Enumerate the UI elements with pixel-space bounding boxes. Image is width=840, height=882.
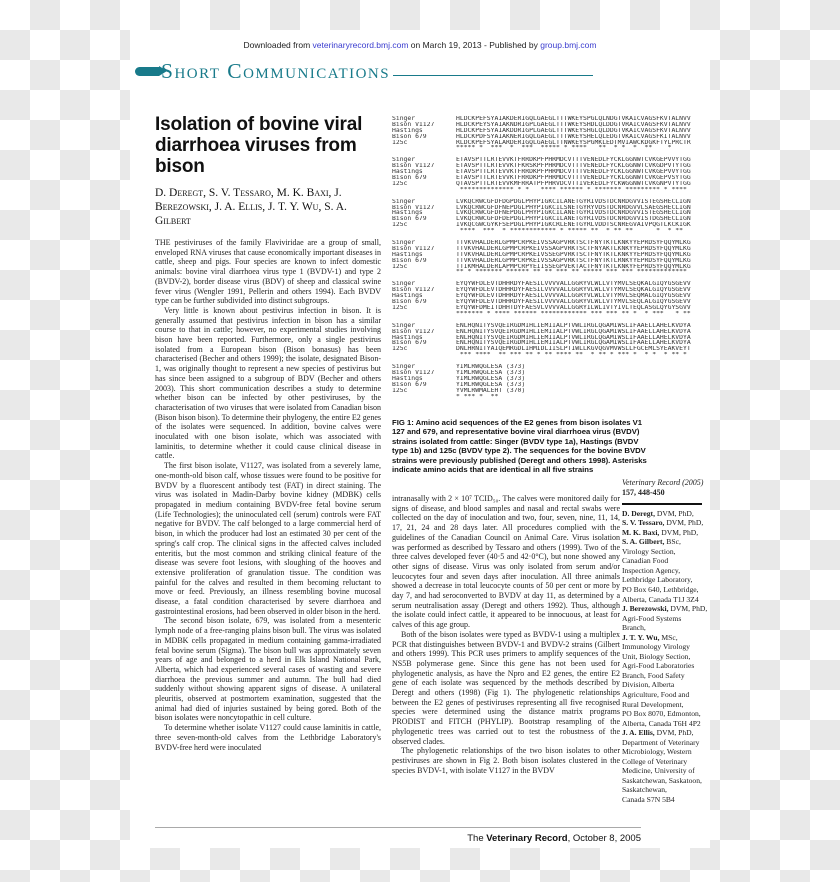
affiliation-line [622, 757, 710, 767]
author-list: D. Deregt, S. V. Tessaro, M. K. Baxi, J. Berezowski, J. A. Ellis, J. T. Y. Wu, S. A. Gilbert [155, 187, 347, 227]
strain-label: 125c [392, 222, 408, 229]
article-title: Isolation of bovine viral diarrhoea viruses from bison [155, 114, 363, 177]
section-rule [393, 75, 593, 76]
section-banner [135, 60, 704, 82]
alignment-row [392, 352, 710, 358]
download-banner [130, 30, 710, 50]
affiliation-text: Agri-Food Laboratories [622, 661, 695, 671]
alignment-row [392, 145, 710, 151]
affiliation-text: DVM, PhD, [654, 508, 694, 518]
paragraph: The second bison isolate, 679, was isolated from a mesenteric lymph node of a free-ranging plains bison bull. The virus was isolated in MDBK cells propagated in medium containing gamma-irradiated fetal bovine serum (Sigma). The bison bull was approximately seven years of age and belonged to a herd in Elk Island National Park, Alberta, which had experienced several cases of wasting and severe diarrhoea the previous summer and autumn. The bull had died suddenly without showing apparent signs of disease. A unilateral pleuritis, observed at postmortem examination, suggested that the animal had died of injuries sustained by being gored. Both of the bison isolates were noncytopathic in cell culture. [155, 616, 381, 723]
affiliation-line [622, 690, 710, 700]
strain-label: Bison V1127 [392, 204, 435, 211]
strain-label [392, 187, 456, 193]
sequence-text: HLDCKPEFSYAIAKDERIGQLGAEGLTTTWKEYSPGLQLNDGTVKAICVAGSFKVTALNVV [456, 116, 691, 122]
sequence-text: ***** * *** * *** ***** * **** ** * * * ** * [456, 145, 687, 152]
sequence-text: YVMLRWMALEHT (370) [456, 387, 526, 394]
paragraph: The phylogenetic relationships of the two bison isolates to other pestiviruses are shown in Fig 2. Both bison isolates clustered in the species BVDV-1, with isolate V1127 in the BVDV [392, 746, 620, 775]
affiliation-line [622, 661, 710, 671]
sequence-text: IVKQCGWCGYKFSEPDGLPHYPIGKCRLENETGYRLVDDTSCNREGVAIVPQGTLKCKIGK [456, 222, 691, 229]
author-name: S. V. Tessaro, [622, 518, 665, 528]
sequence-text: ETAVSPTTLRTEVVKTFKRSKPFPHRMDCVTTTVENEDLFYCKLGGNWTCVKGDPVTYTGG [456, 163, 691, 170]
affiliation-line [622, 766, 710, 776]
paragraph: intranasally with 2 × 10⁷ TCID₅₀. The calves were monitored daily for signs of disease, and blood samples and nasal and rectal swabs were collected on the day of inoculation and two, four, seven, nine, 11, 14, 17, 21, 24 and 28 days later. All procedures complied with the guidelines of the Canadian Council on Animal Care. Virus isolation was performed as described by Tessaro and others (1999). Two of the three calves developed fever (40·5 and 42·0°C), but none showed any other signs of disease. Virus was only isolated from serum and/or leucocytes four and seven days after inoculation. All three animals showed a decrease in total leucocyte counts of 50 per cent or more by day 7, and had seroconverted to BVDV at day 11, as determined by a serum neutralisation assay (Deregt and others 1992). Thus, although the isolate could infect cattle, it appeared to be innocuous, at least for calves of this age group. [392, 494, 620, 630]
sequence-text: ENLHQNITYSVQEIRGDMIHLIEMIIALPTVWLIRGLQGAMIWSLIFAAELLAHELKVDYA [456, 340, 691, 347]
sequence-text: ******* * **** ****** ************ *** *** ** * * *** * ** [456, 310, 691, 317]
affiliation-line [622, 614, 710, 624]
affiliation-lines [622, 509, 710, 805]
affiliation-text: Department of Veterinary [622, 737, 700, 747]
affiliation-text: Branch, Food Safety [622, 670, 685, 680]
strain-label [392, 352, 456, 358]
sequence-text: ** * ******* ****** ** ** *** ** ***** *** *** ************* [456, 269, 687, 276]
strain-label: Hastings [392, 169, 423, 176]
affiliation-text: Unit, Biology Section, [622, 651, 691, 661]
paragraph: Very little is known about pestivirus infection in bison. It is generally assumed that pestivirus infection in bison has a similar course to that in cattle; however, no experimental studies involving bison have been reported. Furthermore, only a single pestivirus isolated from a European bison (Bison bonasus) has been characterised (Becher and others 1999); the isolate, designated Bison-1, was originally thought to represent a new species of pestivirus but has since been assigned to a subgroup of BDV (Becher and others 2003). This short communication describes a study to determine whether bison can be infected by other pestiviruses, by the characterisation of two viruses that were isolated from Canadian bison (Bison bison bison). To determine their phylogeny, the entire E2 genes of the isolates were sequenced. In addition, bovine calves were inoculated with one bison isolate, which was associated with laminitis, to determine whether it could cause clinical disease in cattle. [155, 305, 381, 461]
paragraph: The first bison isolate, V1127, was isolated from a severely lame, one-month-old bison calf, whose tissues were found to be positive for BVDV by a fluorescent antibody test (FAT) in direct staining. The virus was isolated in Madin-Darby bovine kidney (MDBK) cells propagated in medium containing BVDV-free fetal bovine serum (Life Technologies); the uninoculated cell (serum) controls were FAT negative for BVDV. The calf belonged to a large commercial herd of bison, in which the producer had lost an estimated 30 per cent of the spring's calf crop. The clinical signs in the affected calves included enteritis, but the most common and striking clinical feature of the disease was severe foot lesions, with sloughing of the hooves and extensive proliferation of granulation tissue. The condition was painful for the calves and resulted in them becoming reluctant to move or feed. Previously, an illness resembling bovine mucosal disease, a fatal condition characterised by severe diarrhoea and gastrointestinal erosions, had been observed in older bison in the herd. [155, 461, 381, 616]
strain-label: Bison 679 [392, 133, 427, 140]
figure-caption: FIG 1: Amino acid sequences of the E2 genes from bison isolates V1 127 and 679, and representative bovine viral diarrhoea virus (BVDV) strains isolated from cattle: Singer (BVDV type 1a), Hastings (BVDV type 1b) and 125c (BVDV type 2). The sequences for the bovine BVDV strains were previously published (Deregt and others 1998). Asterisks indicate amino acids that are identical in all five strains [392, 418, 647, 475]
affiliation-line [622, 785, 710, 795]
sequence-text: *** **** ** *** ** * ** **** ** * ** * *** * * * * ** * [456, 352, 691, 359]
affiliation-text: PO Box 8070, Edmonton, [622, 709, 701, 719]
strain-label: 125c [392, 263, 408, 270]
affiliation-line [622, 556, 710, 566]
strain-label: Bison V1127 [392, 163, 435, 170]
alignment-row [392, 269, 710, 275]
affiliation-text: Alberta, Canada T6H 4P2 [622, 718, 701, 728]
strain-label: Bison 679 [392, 175, 427, 181]
sequence-text: HLDCKPDFSYAIAKNERIGQLGAEGLTTTWKEYSHELQLEDGTVKAICVAGSFKITALNVV [456, 133, 691, 140]
affiliation-line [622, 575, 710, 585]
affiliation-line [622, 728, 710, 738]
sequence-text: EYQYWFDLEVTDHHRDYFAESILVVVVALLGGRYVLWLLVTYMVLSEQKALGIQYGSGEVV [456, 287, 691, 294]
sequence-text: * *** * ** [456, 393, 503, 400]
sequence-text: TTVKVHALDERLGPMPCRPKEIVSSAGPVRKTSCTFNYTKTLRNKYYEPRDSYFQQYMLKG [456, 257, 691, 264]
affiliation-line [622, 738, 710, 748]
document-page [130, 30, 710, 848]
affiliation-line [622, 719, 710, 729]
strain-label: 125c [392, 180, 408, 187]
strain-label: Bison 679 [392, 257, 427, 264]
strain-label [392, 311, 456, 317]
banner-text-mid: on March 19, 2013 - Published by [408, 40, 541, 50]
middle-column [392, 494, 620, 775]
citation-divider [622, 503, 702, 505]
sequence-text: ETAVSPTTLRTEVVKTFRRDKPFPHRMDCVTTTVENEDLFYCKLGGNWTCVKGEPVVYTGG [456, 157, 691, 164]
strain-label: Singer [392, 157, 416, 164]
affiliation-line [622, 709, 710, 719]
sequence-text: EYQYWFDLEVTDHHRDYFAESILVVVVALLGGRYVLWLLVTYMVLSEQMALGIQYGSGEVV [456, 293, 691, 300]
sequence-text: HLDCKPEYSYAIAKNDRIGPLGAEGLTTTWKEYSHDLQLDDGTVRAICVAGSFKVTALNVV [456, 121, 691, 128]
affiliation-line [622, 518, 710, 528]
sequence-text: TTVKVHALDERLGPMPCRPKEIVSSAGPVRKTSCTFNYAKTLKNKYYEPRDSYFQQYMLKG [456, 245, 691, 252]
left-body-text [155, 238, 381, 752]
strain-label: Singer [392, 322, 416, 329]
strain-label: Hastings [392, 293, 423, 300]
affiliation-line [622, 604, 710, 614]
strain-label: Bison 679 [392, 299, 427, 305]
sequence-text: QTAVSPTTLRTEVVKMFRRATPFPHRVDCVTTIVEKEDLFYCKWGGNWTCVKGNPVTYTGG [456, 180, 691, 187]
author-name: J. T. Y. Wu, [622, 632, 660, 642]
sequence-text: ETAVSPTTLRTEVVKTFRRDKPFPHRMDCVTTTVENEDLFYCKLGGNWTCVKGEPVSYTGG [456, 175, 691, 181]
affiliation-text: Medicine, University of [622, 766, 695, 776]
affiliation-line [622, 566, 710, 576]
sequence-text: TTVKVHALDERLGPMPCRPKEIVSSEGPVRKTSCTFNYTKTLKNKYYEPRDSYFQQYMLKG [456, 251, 691, 258]
sequence-text: LVKQCRWCGFDFNEPDGLPHYPIGKCILSNETGYRYVDSTDCNRDGVVLSAEGSHECLIGN [456, 204, 691, 211]
sequence-text: EYQYWFDLEVTDHHRDYFAESILVVVVALLGGRYVLWLLVTYMVLSEQKALGIQYGSGEVV [456, 281, 691, 288]
affiliation-text: DVM, PhD, [668, 604, 708, 614]
author-name: M. K. Baxi, [622, 527, 660, 537]
sequence-text: YIMLRWQGLESA (373) [456, 375, 526, 382]
left-column [155, 114, 381, 752]
author-name: J. A. Ellis, [622, 728, 655, 738]
alignment-row [392, 187, 710, 193]
affiliation-sidebar [622, 478, 710, 805]
affiliation-text: Inspection Agency, [622, 565, 681, 575]
author-name: D. Deregt, [622, 508, 655, 518]
page-footer [155, 827, 641, 844]
strain-label: 125c [392, 346, 408, 353]
affiliation-text: Microbiology, Western [622, 747, 692, 757]
sequence-text: HLDCKPEFSYAIAKDDRIGPLGAEGLTTTWKEYSHGLQLDDGTVKAICVAGSFKVTALNVV [456, 127, 691, 134]
strain-label: Singer [392, 240, 416, 246]
strain-label: Singer [392, 116, 416, 122]
affiliation-line [622, 700, 710, 710]
alignment-row [392, 228, 710, 234]
strain-label: Bison V1127 [392, 245, 435, 252]
affiliation-line [622, 642, 710, 652]
sequence-text: EYQYWFDLEVTDHHRDYFAESILVVVVALLGGRYVLWLLVTYMVLSEQLALGIQYGSGEVV [456, 299, 691, 305]
strain-label: Singer [392, 281, 416, 288]
affiliation-text: Virology Section, [622, 546, 676, 556]
sequence-text: ETAVSPTTLRTEVVKTFRRDKPFPHRMDCVTTTVENEDLFYCKLGGNWTCVKGEPVVYTGG [456, 169, 691, 176]
strain-label: Bison V1127 [392, 121, 435, 128]
affiliation-text: Immunology Virology [622, 642, 690, 652]
affiliation-line [622, 776, 710, 786]
affiliation-text: Branch, [622, 623, 646, 633]
sequence-text: LVKQCRWCGFDFDGPDGLPHYPIGKCILANETGYRIVDSTDCNRDGVVISTEGSHECLIGN [456, 198, 691, 205]
strain-label: 125c [392, 304, 408, 311]
paragraph: Both of the bison isolates were typed as BVDV-1 using a multiplex PCR that distinguishes between BVDV-1 and BVDV-2 strains (Gilbert and others 1999). This PCR uses primers to amplify sequences of the NS5B polymerase gene. Since this gene has not been used for phylogenetic analysis, as have the Npro and E2 genes, the entire E2 gene of each isolate was sequenced by the methods described by Deregt and others (1998) (Fig 1). The phylogenetic relationships between the E2 genes of pestiviruses representing all five recognised species were determined using the distance matrix programs PRODIST and FITCH (PHYLIP). Bootstrap resampling of the phylogenetic trees was carried out to test the robustness of the observed clades. [392, 629, 620, 746]
sequence-text: LVKQCRWCGFDFNEPDGLPHYPIGKCILANETGYRIVDSTDCNRDGVVISTEGSHECLIGN [456, 210, 691, 217]
strain-label [392, 269, 456, 275]
affiliation-text: Lethbridge Laboratory, [622, 575, 693, 585]
strain-label: Bison 679 [392, 216, 427, 223]
sequence-text: YIMLRWQGLESA (373) [456, 381, 526, 388]
affiliation-text: Agriculture, Food and [622, 689, 690, 699]
footer-text-pre: The [467, 833, 487, 844]
affiliation-text: Agri-Food Systems [622, 613, 682, 623]
affiliation-text: Saskatchewan, Saskatoon, [622, 775, 702, 785]
strain-label: Bison V1127 [392, 328, 435, 335]
affiliation-text: DVM, PhD, [659, 527, 699, 537]
affiliation-line [622, 795, 710, 805]
banner-text-pre: Downloaded from [243, 40, 313, 50]
affiliation-text: DVM, PhD, [664, 518, 704, 528]
strain-label: Hastings [392, 251, 423, 258]
affiliation-line [622, 509, 710, 519]
sequence-text: YIMLRWQGLESA (373) [456, 364, 526, 370]
journal-citation [622, 478, 710, 498]
affiliation-text: College of Veterinary [622, 756, 688, 766]
sequence-text: **** *** * ************ * ***** ** * ** ** * * ** [456, 228, 687, 235]
sequence-text: EYQYWFDMEITDHHTDYFAESVLVVVVALLGGRYILWLIVTYIVLTEQLASGLQYGYSGVV [456, 304, 691, 311]
author-name: S. A. Gilbert, [622, 537, 665, 547]
citation-journal: Veterinary Record (2005) [622, 478, 704, 487]
strain-label [392, 228, 456, 234]
alignment-row [392, 311, 710, 317]
strain-label: Hastings [392, 334, 423, 341]
affiliation-line [622, 528, 710, 538]
affiliation-text: Alberta, Canada T1J 3Z4 [622, 594, 699, 604]
strain-label [392, 145, 456, 151]
affiliation-line [622, 623, 710, 633]
strain-label: Bison 679 [392, 381, 427, 388]
affiliation-line [622, 747, 710, 757]
sequence-text: LVKQCRWCGFDFDEPDGLPHYPIGKCILANETGYRIVDSTDCNRDGVVISTDGSHECLIGN [456, 216, 691, 223]
strain-label: Bison V1127 [392, 369, 435, 376]
strain-label [392, 394, 456, 400]
affiliation-text: Canadian Food [622, 556, 669, 566]
sequence-text: TTIKMHALDERLAPMPCRPYEIISSEGPVEKTACTFNYTKTLKNKYFEPRDSYFQQYMLKG [456, 263, 691, 270]
sequence-text: DNLHRNITYAIQEMRGDLIHMIDLIISLPTIWLLKGVQGVMVWSLLFGCEMLSYEAKVEYT [456, 346, 691, 353]
affiliation-text: BSc, [664, 537, 681, 547]
strain-label: Bison 679 [392, 340, 427, 347]
footer-text-post: , October 8, 2005 [567, 833, 641, 844]
strain-label: Hastings [392, 127, 423, 134]
sequence-text: TTVKVHALDERLGPMPCRPKEIVSSAGPVRKTSCTFNYTKTLKNKYYEPRDSYFQQYMLKG [456, 240, 691, 246]
paragraph: THE pestiviruses of the family Flaviviridae are a group of small, enveloped RNA viruses that cause economically important diseases in cattle, sheep and pigs. Four species are known to infect domestic animals: bovine viral diarrhoea virus type 1 (BVDV-1) and type 2 (BVDV-2), border disease virus (BDV) of sheep and classical swine fever virus (Wengler 1991, Pellerin and others 1994). Each BVDV type can be further subdivided into distinct subgroups. [155, 238, 381, 306]
section-title: Short Communications [161, 59, 391, 83]
strain-label: Hastings [392, 375, 423, 382]
affiliation-line [622, 585, 710, 595]
affiliation-text: PO Box 640, Lethbridge, [622, 584, 699, 594]
author-name: J. Berezowski, [622, 604, 669, 614]
strain-label: 125c [392, 387, 408, 394]
alignment-row [392, 394, 710, 400]
strain-label: Singer [392, 198, 416, 205]
strain-label: Hastings [392, 210, 423, 217]
veterinaryrecord-link[interactable]: veterinaryrecord.bmj.com [312, 40, 409, 50]
affiliation-line [622, 537, 710, 547]
affiliation-text: MSc, [659, 632, 678, 642]
affiliation-line [622, 680, 710, 690]
groupbmj-link[interactable]: group.bmj.com [540, 40, 597, 50]
affiliation-line [622, 595, 710, 605]
figure-sequence-alignment [392, 116, 710, 399]
sequence-text: RLDCKPEFSYALARDERIGQLGAEGLTTNWKEYSPGMKLEDTMVIAWCKDGKFTYLPRCTR [456, 139, 691, 146]
sequence-text: YIMLRWQGLESA (373) [456, 369, 526, 376]
affiliation-text: Rural Development, [622, 699, 684, 709]
strain-label: 125c [392, 139, 408, 146]
sequence-text: ENLHQNITYSVQEIRGDMIHLIEMIIALPTVWLIRGLQGAMIWSLIFAAELLAHELKVDYA [456, 328, 691, 335]
strain-label: Singer [392, 364, 416, 370]
sequence-text: ENLHQNITYSVQEIRGDMIHLIEMIIALPTVWLIRGLQGAMIWSLIFAAELLAHELKVDYA [456, 322, 691, 329]
affiliation-text: Saskatchewan, [622, 785, 667, 795]
sequence-text: ************** * * **** ****** * ******* ********* * **** [456, 186, 687, 193]
footer-journal-name: Veterinary Record [486, 833, 568, 844]
citation-volume-pages: 157, 448-450 [622, 487, 665, 497]
sequence-text: ENLHQNITYSVQEIRGDMIHLIEMIIALPTVWLIRGLQGAMIWSLIFAAELLAHELKVDYA [456, 334, 691, 341]
affiliation-text: DVM, PhD, [654, 728, 694, 738]
affiliation-line [622, 633, 710, 643]
affiliation-line [622, 671, 710, 681]
affiliation-line [622, 652, 710, 662]
arrow-right-icon [135, 67, 159, 76]
affiliation-line [622, 547, 710, 557]
strain-label: Bison V1127 [392, 287, 435, 294]
paragraph: To determine whether isolate V1127 could cause laminitis in cattle, three seven-month-old calves from the Lethbridge Laboratory's BVDV-free herd were inoculated [155, 723, 381, 752]
affiliation-text: Canada S7N 5B4 [622, 795, 675, 804]
affiliation-text: Division, Alberta [622, 680, 675, 690]
